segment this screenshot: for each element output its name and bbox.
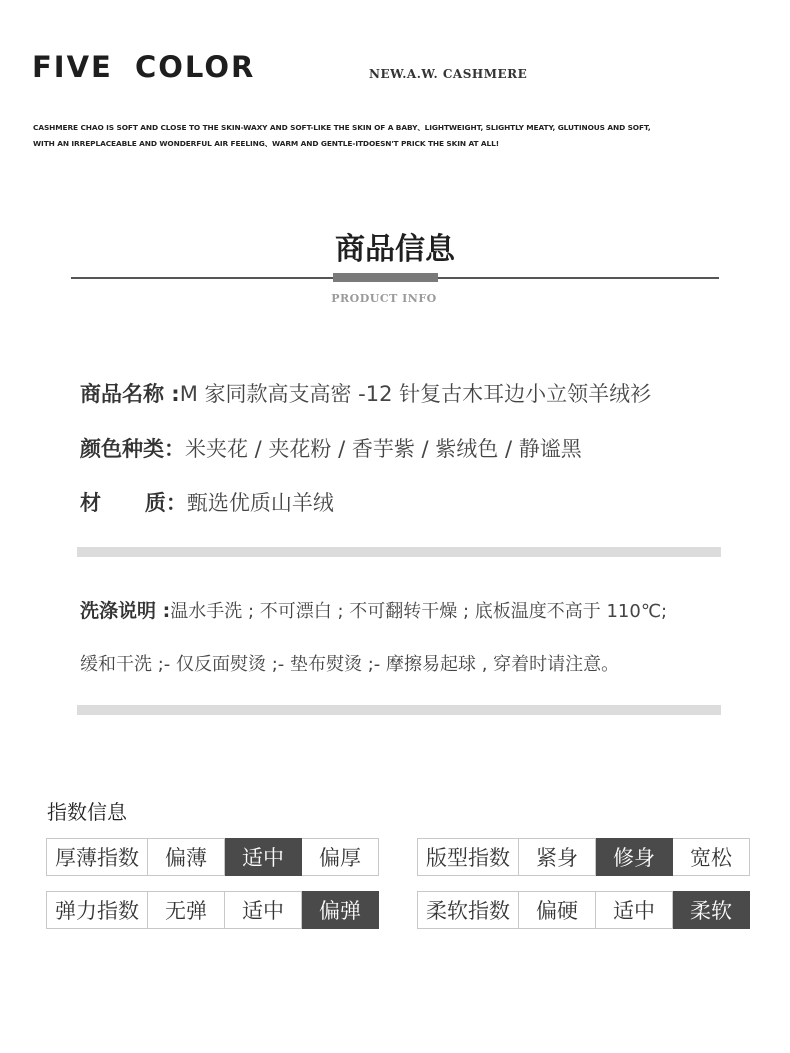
sub-brand: NEW.A.W. CASHMERE	[369, 67, 528, 81]
color-row	[80, 433, 582, 463]
separator-bar	[77, 547, 721, 557]
index-option-selected: 偏弹	[302, 892, 379, 929]
separator-bar	[77, 705, 721, 715]
index-table-elasticity	[46, 891, 379, 929]
index-table-thickness	[46, 838, 379, 876]
color-label: 颜色种类：	[80, 437, 185, 461]
washing-text-2: 缓和干洗 ;- 仅反面熨烫 ;- 垫布熨烫 ;- 摩擦易起球 , 穿着时请注意。	[80, 654, 620, 675]
title-accent-bar	[333, 273, 438, 282]
index-option: 偏硬	[519, 892, 596, 929]
color-value: 米夹花 / 夹花粉 / 香芋紫 / 紫绒色 / 静谧黑	[185, 437, 582, 461]
index-label: 弹力指数	[47, 892, 148, 929]
index-label: 柔软指数	[418, 892, 519, 929]
section-title: 商品信息	[335, 232, 455, 267]
index-option-selected: 柔软	[673, 892, 750, 929]
washing-line-1	[80, 596, 667, 623]
index-title: 指数信息	[47, 800, 127, 824]
index-option-selected: 修身	[596, 839, 673, 876]
material-value: 甄选优质山羊绒	[186, 491, 334, 515]
material-label: 材 质：	[80, 491, 187, 515]
index-option: 适中	[596, 892, 673, 929]
washing-text-1: 温水手洗 ; 不可漂白 ; 不可翻转干燥 ; 底板温度不高于 110℃;	[170, 601, 668, 622]
index-option-selected: 适中	[225, 839, 302, 876]
description-line-1: CASHMERE CHAO IS SOFT AND CLOSE TO THE SKIN-WAXY AND SOFT-LIKE THE SKIN OF A BABY、LIGHTWEIGHT, SLIGHTLY MEATY, GLUTINOUS AND SOFT,	[33, 123, 651, 132]
index-label: 厚薄指数	[47, 839, 148, 876]
index-option: 紧身	[519, 839, 596, 876]
index-table-softness	[417, 891, 750, 929]
index-label: 版型指数	[418, 839, 519, 876]
index-table-fit	[417, 838, 750, 876]
product-name-value: M 家同款高支高密 -12 针复古木耳边小立领羊绒衫	[179, 382, 652, 406]
washing-line-2	[80, 650, 619, 676]
index-option: 偏厚	[302, 839, 379, 876]
description-line-2: WITH AN IRREPLACEABLE AND WONDERFUL AIR FEELING、WARM AND GENTLE-ITDOESN'T PRICK THE SKIN AT ALL!	[33, 139, 500, 148]
product-name-label: 商品名称 :	[80, 382, 180, 406]
index-option: 偏薄	[148, 839, 225, 876]
section-subtitle: PRODUCT INFO	[331, 292, 437, 305]
washing-label: 洗涤说明 :	[80, 600, 171, 622]
brand-title: FIVE COLOR	[32, 50, 256, 84]
index-option: 适中	[225, 892, 302, 929]
index-option: 宽松	[673, 839, 750, 876]
material-row	[80, 487, 334, 517]
brand-description	[33, 120, 733, 152]
product-name-row	[80, 378, 651, 408]
index-option: 无弹	[148, 892, 225, 929]
